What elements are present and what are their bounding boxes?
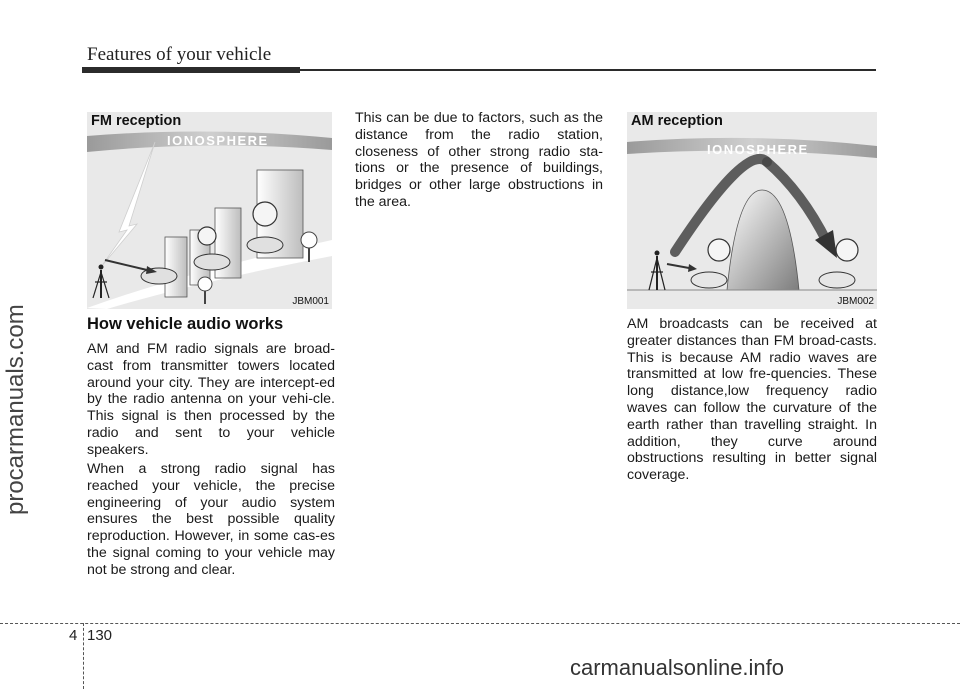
figure-code: JBM002 <box>837 296 874 307</box>
section-heading: How vehicle audio works <box>87 315 284 333</box>
car-icon <box>691 272 727 288</box>
page-header-title: Features of your vehicle <box>87 44 272 65</box>
bottom-watermark: carmanualsonline.info <box>570 655 785 680</box>
radio-tower-icon <box>649 251 665 291</box>
footer-rule <box>0 623 960 624</box>
radio-tower-icon <box>93 265 109 299</box>
paragraph-factors: This can be due to factors, such as the distance from the radio station, closeness of other strong radio sta-tions or the presence of buildings, bridges or other large obstructions in the area. <box>355 110 603 210</box>
am-reception-figure <box>627 112 877 309</box>
fm-reception-illustration <box>87 112 332 309</box>
fm-reception-heading: FM reception <box>91 113 182 129</box>
chapter-number: 4 <box>69 627 78 644</box>
ionosphere-label: IONOSPHERE <box>707 142 809 157</box>
paragraph-strong-signal: When a strong radio signal has reached your vehicle, the precise engineering of your audio system ensures the best possible quality reproduction. However, in some cas-es the signal coming to your vehicle may not be strong and clear. <box>87 461 335 578</box>
lightning-bolt <box>101 142 155 267</box>
signal-arrow <box>667 264 689 268</box>
header-rule-thin <box>300 69 876 71</box>
hill-obstruction <box>727 190 799 290</box>
am-reception-heading: AM reception <box>631 113 723 129</box>
building <box>165 237 187 297</box>
paragraph-audio-intro: AM and FM radio signals are broad-cast from transmitter towers located around your city. They are intercept-ed by the radio antenna on your vehi-cle. This signal is then processed by the radio and sent to your vehicle speakers. <box>87 341 335 458</box>
car-icon <box>247 237 283 253</box>
footer-divider <box>83 623 84 689</box>
side-watermark: procarmanuals.com <box>2 304 29 516</box>
signal-arrow <box>105 260 147 270</box>
car-icon <box>194 254 230 270</box>
signal-icon-bubble <box>708 239 730 261</box>
signal-arrow-head <box>688 264 697 272</box>
signal-icon-bubble <box>836 239 858 261</box>
paragraph-am-broadcasts: AM broadcasts can be received at greater distances than FM broad-casts. This is because AM radio waves are transmitted at low fre-quencies. These long distance,low frequency radio waves can follow the curvature of the earth rather than travelling straight. In addition, they curve around obstructions resulting in better signal coverage. <box>627 316 877 484</box>
figure-code: JBM001 <box>292 296 329 307</box>
ionosphere-label: IONOSPHERE <box>167 133 269 148</box>
am-reception-illustration <box>627 112 877 309</box>
car-icon <box>819 272 855 288</box>
page-number: 130 <box>87 627 113 644</box>
fm-reception-figure <box>87 112 332 309</box>
header-rule-thick <box>82 67 300 73</box>
